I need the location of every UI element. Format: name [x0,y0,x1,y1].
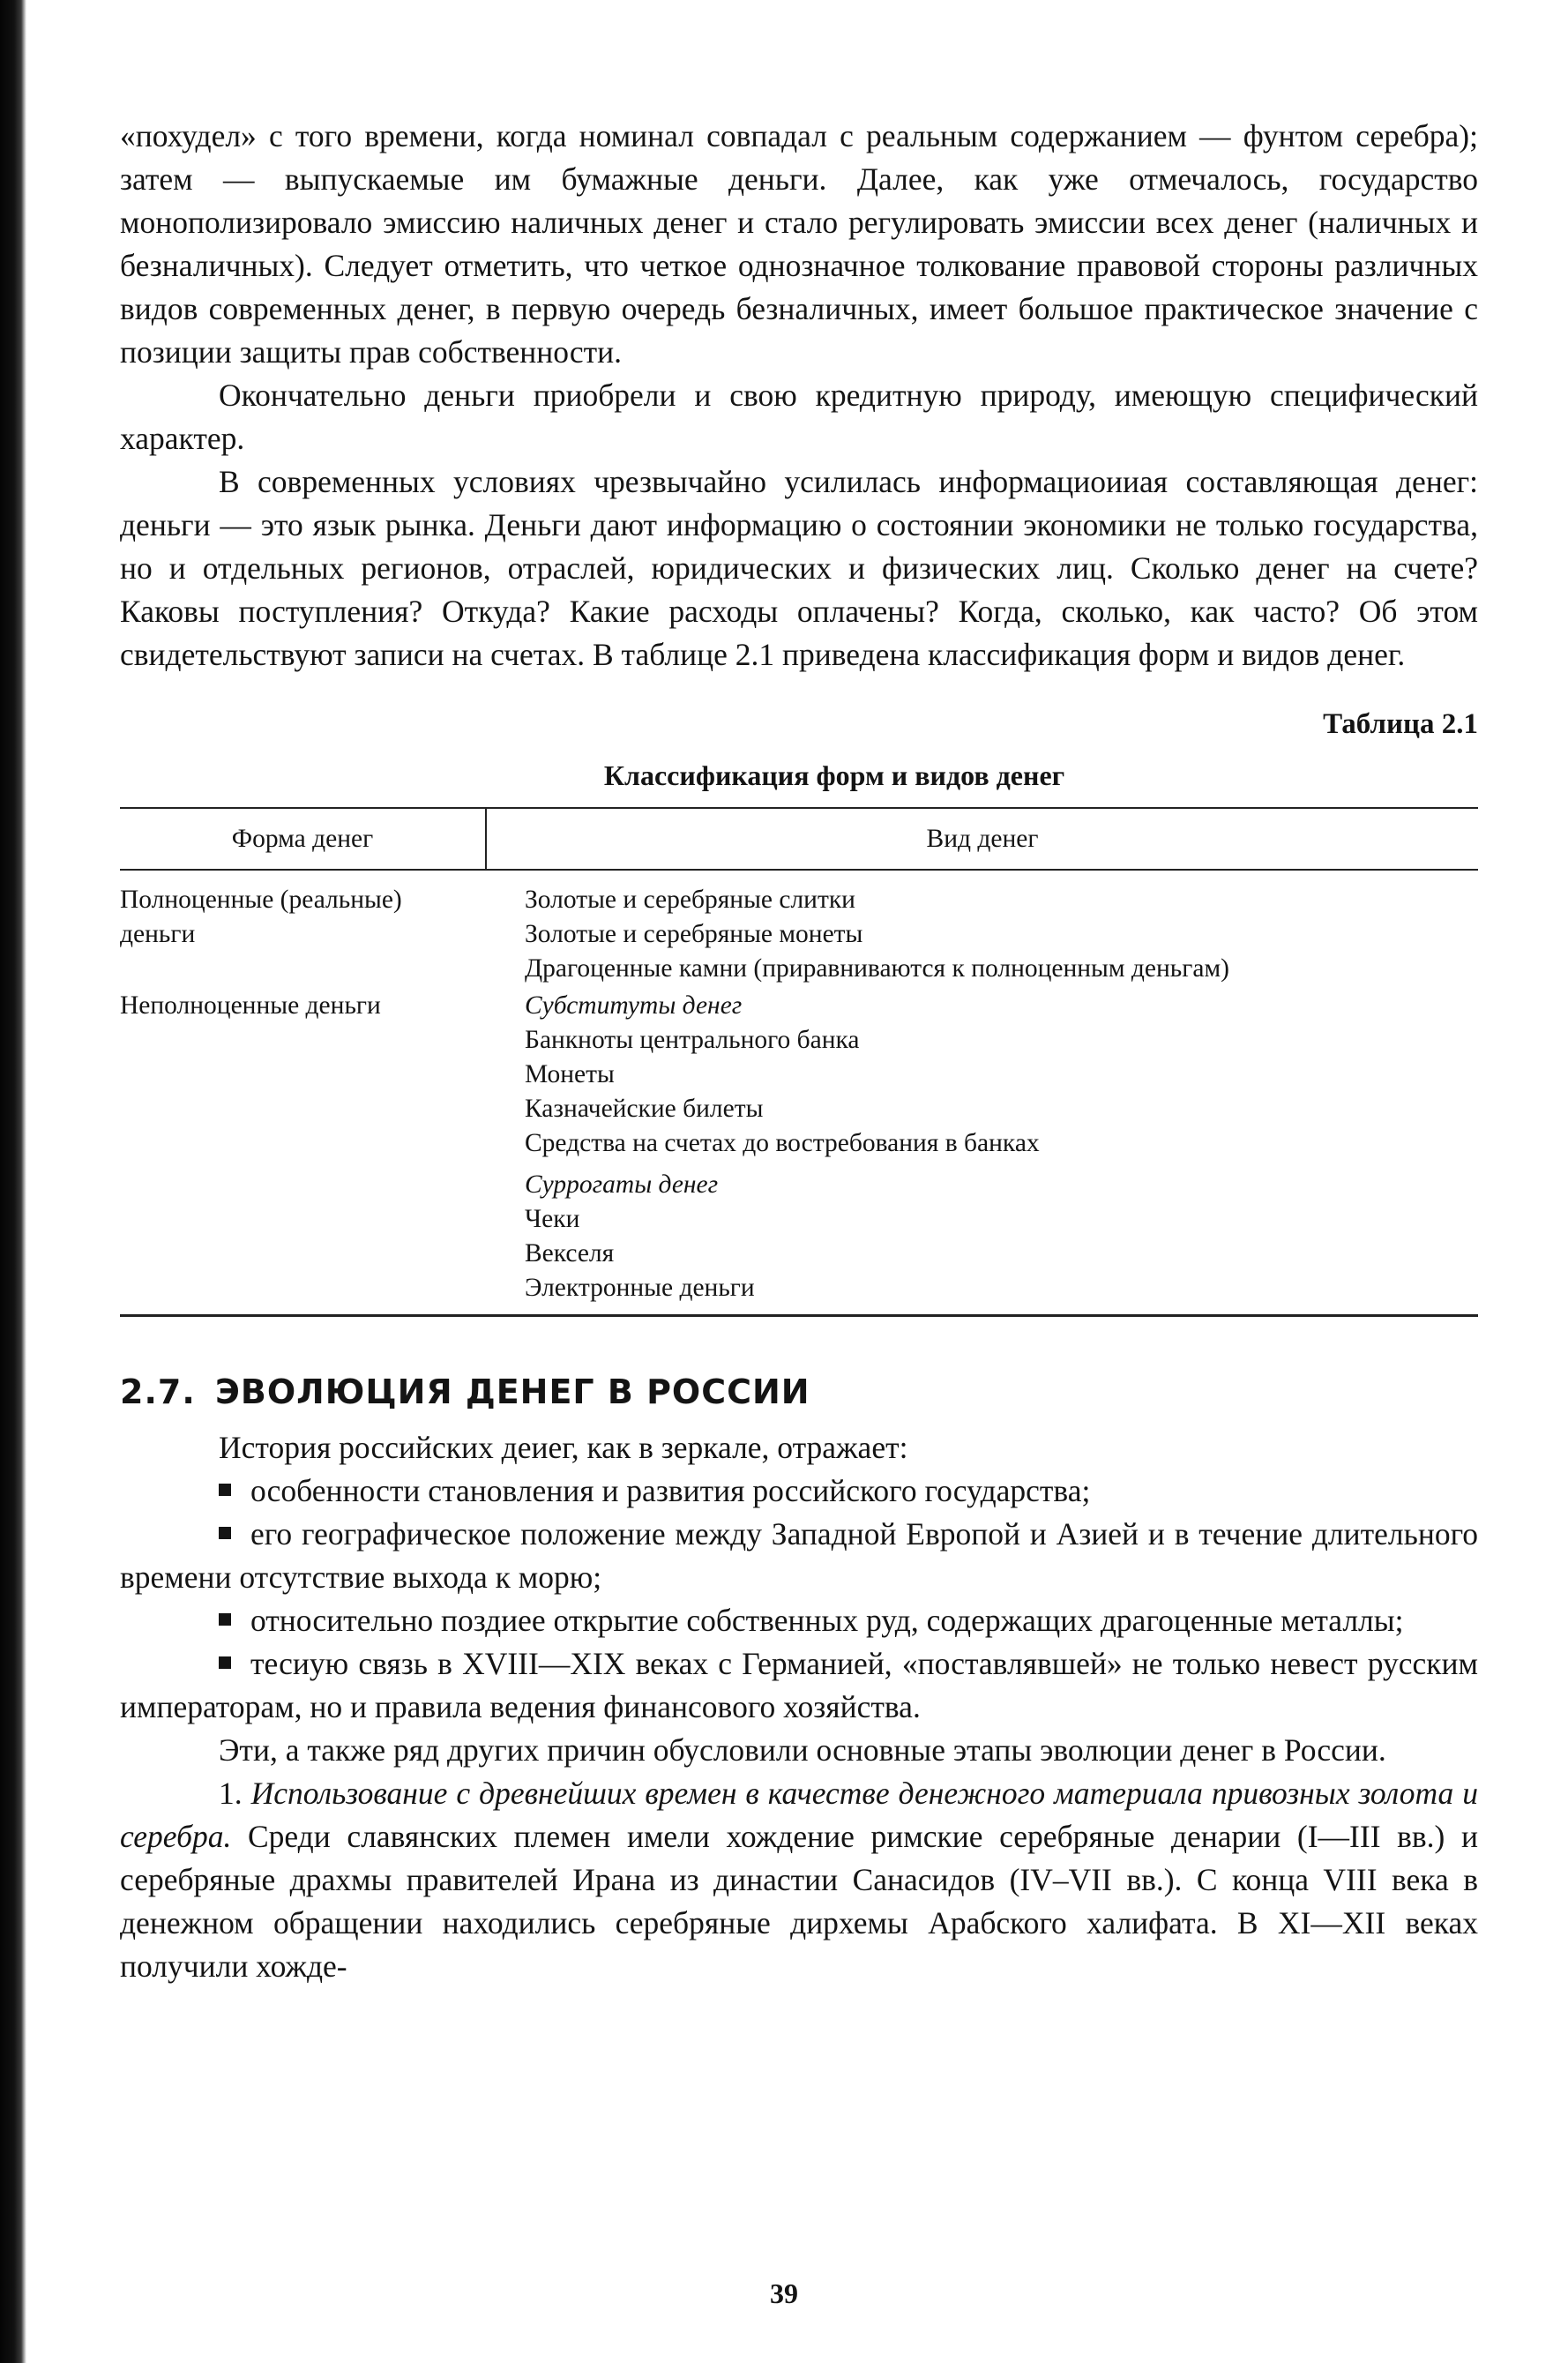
bullet-icon [219,1527,231,1539]
bullet-icon [219,1484,231,1496]
point-number: 1. [219,1776,243,1811]
section-heading [120,1370,1478,1414]
page-content [120,115,1478,1988]
bullet-icon [219,1656,231,1669]
row-form: Полноценные (реальные) деньги [120,886,402,948]
type-item: Драгоценные камни (приравниваются к полноценным деньгам) [525,954,1229,983]
page-number: 39 [770,2277,798,2309]
scan-edge-shadow [0,0,26,2363]
group-gap [525,1161,1478,1168]
list-item: его географическое положение между Западной Европой и Азией и в течение длительного времени отсутствие выхода к морю; [120,1516,1478,1595]
type-item: Электронные деньги [525,1274,755,1302]
table-row [120,870,1478,986]
list-item: тесиую связь в XVIII—XIX веках с Германией, «поставлявшей» не только невест русским императорам, но и правила ведения финансового хозяйства. [120,1646,1478,1724]
table-title: Классификация форм и видов денег [603,759,1065,791]
paragraph-3: В современных условиях чрезвычайно усилилась информациоииая составляющая денег: деньги — это язык рынка. Деньги дают информацию о состоянии экономики не только государства, но и отдельных регионов, отраслей, юридических и физических лиц. Сколько денег на счете? Каковы поступления? Откуда? Какие расходы оплачены? Когда, сколько, как часто? Об этом свидетельствуют записи на счетах. В таблице 2.1 приведена классификация форм и видов денег. [120,464,1478,672]
table-header-row [120,808,1478,870]
paragraph-2: Окончательно деньги приобрели и свою кредитную природу, имеющую специфический характер. [120,378,1478,456]
list-item: особенности становления и развития российского государства; [120,1469,1478,1513]
section-title: ЭВОЛЮЦИЯ ДЕНЕГ В РОССИИ [215,1372,810,1411]
classification-table [120,807,1478,1317]
point-heading: Использование с древнейших времен в качестве денежного материала привозных золота и серебра. [120,1776,1478,1854]
type-item: Средства на счетах до востребования в банках [525,1129,1040,1157]
type-item: Казначейские билеты [525,1095,764,1123]
row-types [486,870,1478,986]
type-item: Золотые и серебряные слитки [525,886,855,914]
after-list-paragraph: Эти, а также ряд других причин обусловили основные этапы эволюции денег в России. [219,1732,1386,1768]
row-types [486,986,1478,1316]
type-item: Монеты [525,1060,615,1088]
type-item: Банкноты центрального банка [525,1026,860,1054]
section-number: 2.7. [120,1372,196,1411]
bullet-list [120,1469,1478,1729]
bullet-icon [219,1613,231,1626]
header-form: Форма денег [120,808,486,870]
group-title: Суррогаты денег [525,1170,719,1199]
list-item: относительно поздиее открытие собственных руд, содержащих драгоценные металлы; [120,1599,1478,1642]
table-row [120,986,1478,1316]
type-item: Чеки [525,1205,580,1233]
header-type: Вид денег [486,808,1478,870]
point-text: Среди славянских племен имели хождение римские серебряные денарии (I—III вв.) и серебряные драхмы правителей Ирана из династии Санасидов (IV–VII вв.). С конца VIII века в денежном обращении находились серебряные дирхемы Арабского халифата. В XI—XII веках получили хожде- [120,1819,1478,1984]
row-form: Неполноценные деньги [120,986,486,1316]
table-number: Таблица 2.1 [1323,708,1478,740]
group-title: Субституты денег [525,991,743,1020]
type-item: Золотые и серебряные монеты [525,920,863,948]
point-1-paragraph [120,1772,1478,1988]
type-item: Векселя [525,1239,615,1267]
section-intro: История российских деиег, как в зеркале, отражает: [219,1430,908,1465]
paragraph-1: «похудел» с того времени, когда номинал совпадал с реальным содержанием — фунтом серебра); затем — выпускаемые им бумажные деньги. Далее, как уже отмечалось, государство монополизировало эмиссию наличных денег и стало регулировать эмиссии всех денег (наличных и безналичных). Следует отметить, что четкое однозначное толкование правовой стороны различных видов современных денег, в первую очередь безналичных, имеет большое практическое значение с позиции защиты прав собственности. [120,118,1478,370]
